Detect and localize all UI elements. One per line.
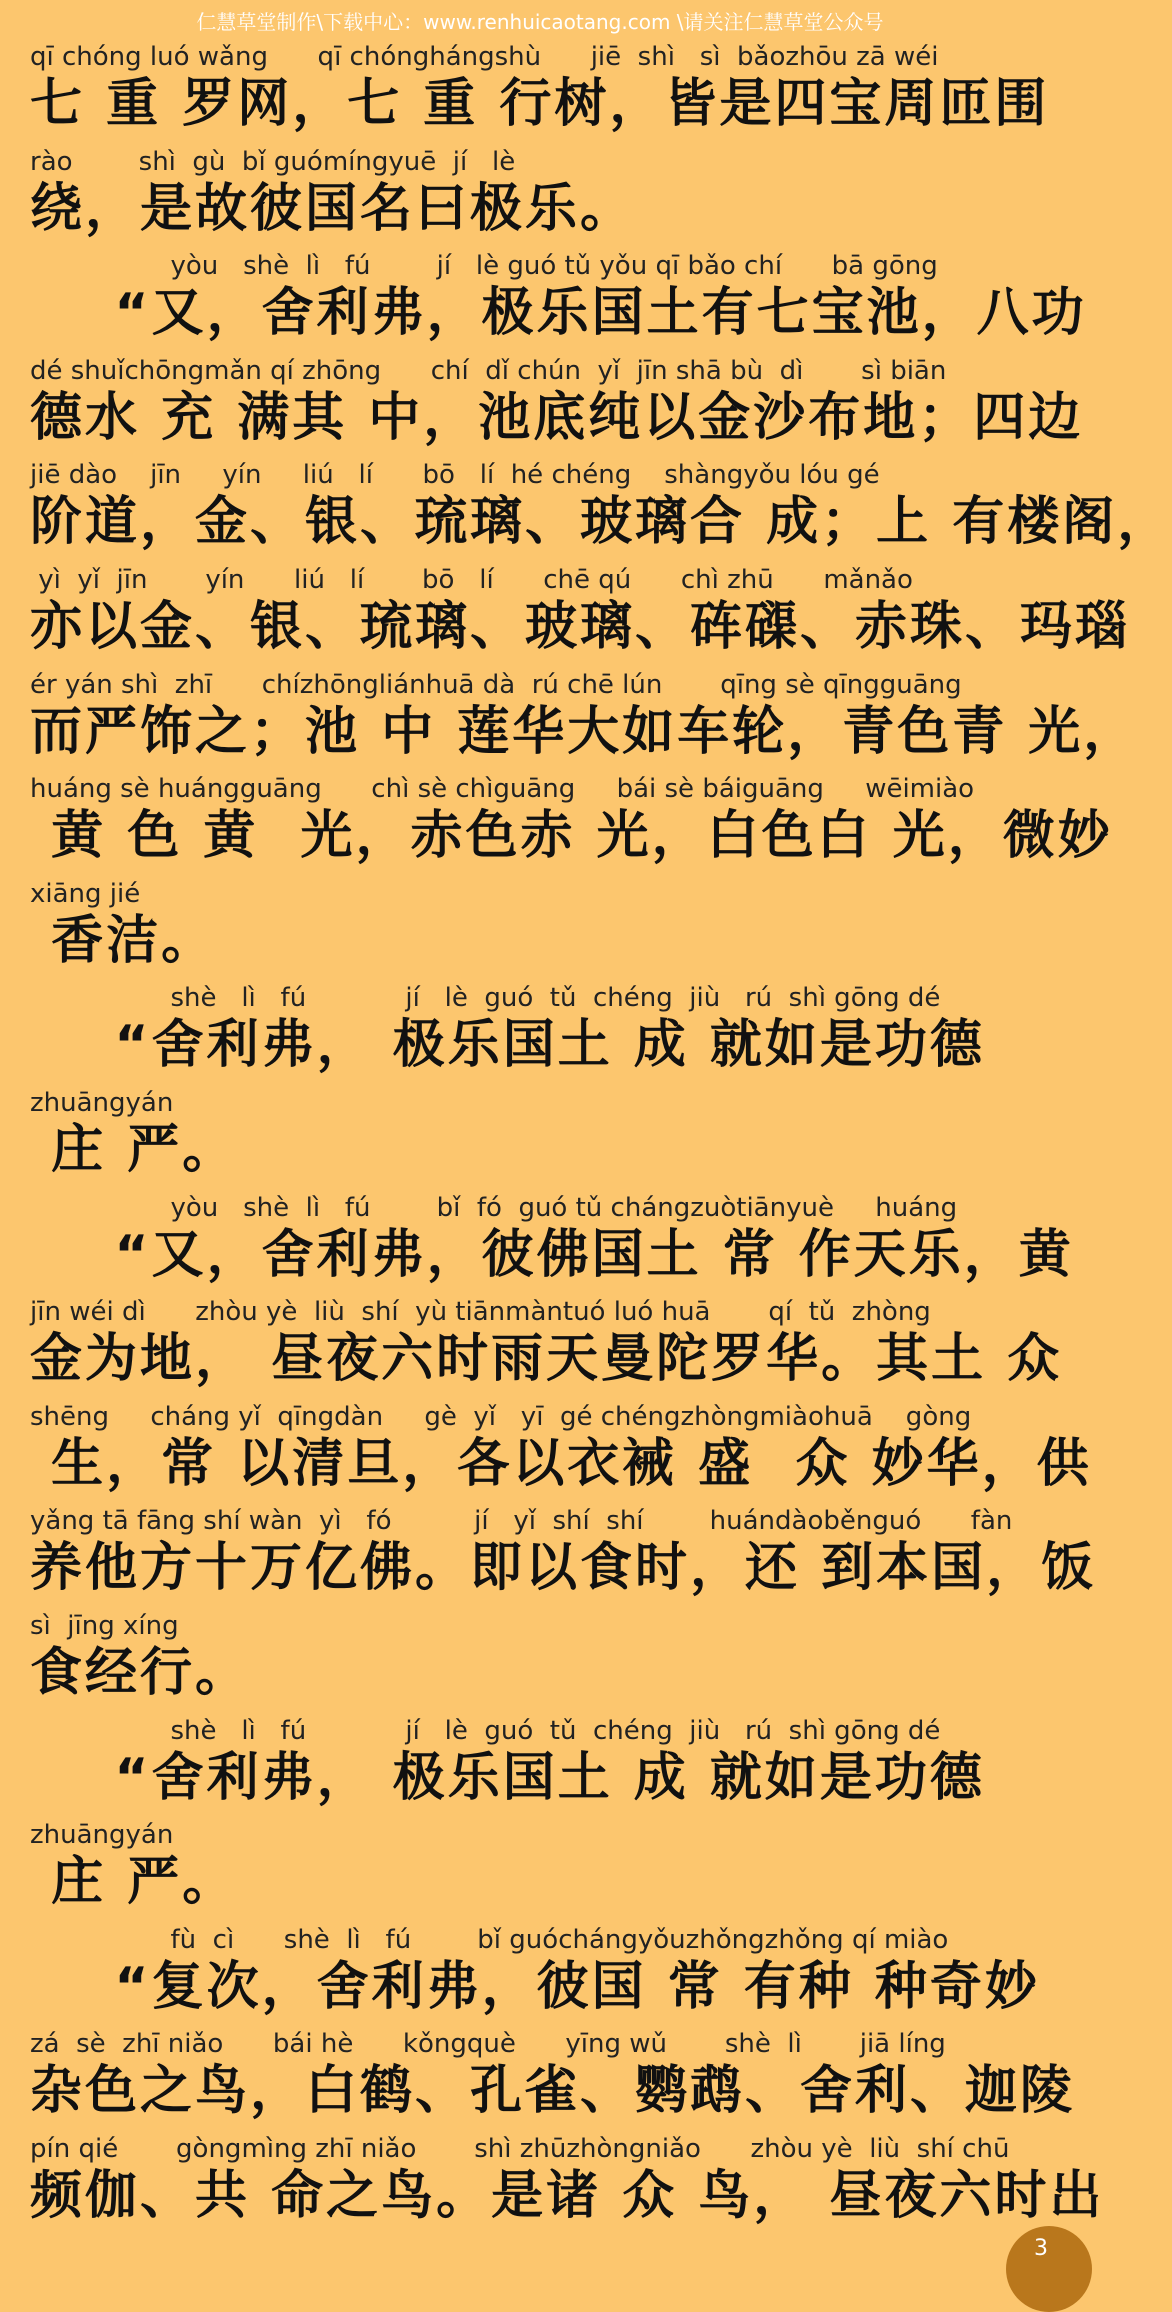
pinyin-line: fù cì shè lì fú bǐ guóchángyǒuzhǒngzhǒng qí miào xyxy=(30,1924,949,1955)
text-line xyxy=(0,1607,1080,1712)
hanzi-line: 亦以金、银、琉璃、玻璃、砗磲、赤珠、玛瑙 xyxy=(30,596,1131,657)
text-line xyxy=(0,1293,1080,1398)
text-line xyxy=(0,1816,1080,1921)
pinyin-line: pín qié gòngmìng zhī niǎo shì zhūzhòngniǎo zhòu yè liù shí chū xyxy=(30,2133,1010,2164)
pinyin-line: dé shuǐchōngmǎn qí zhōng chí dǐ chún yǐ jīn shā bù dì sì biān xyxy=(30,355,947,386)
hanzi-line: 杂色之鸟，白鹤、孔雀、鹦鹉、舍利、迦陵 xyxy=(30,2061,1076,2122)
hanzi-line: “复次，舍利弗，彼国 常 有种 种奇妙 xyxy=(30,1956,1040,2017)
hanzi-line: 七 重 罗网，七 重 行树，皆是四宝周匝围 xyxy=(30,74,1050,134)
pinyin-line: zá sè zhī niǎo bái hè kǒngquè yīng wǔ shè lì jiā líng xyxy=(30,2029,946,2060)
hanzi-line: “舍利弗， 极乐国土 成 就如是功德 xyxy=(30,1015,985,1076)
pinyin-line: jiē dào jīn yín liú lí bō lí hé chéng shàngyǒu lóu gé xyxy=(30,460,880,491)
pinyin-line: yǎng tā fāng shí wàn yì fó jí yǐ shí shí huándàoběnguó fàn xyxy=(30,1506,1013,1537)
sutra-text xyxy=(0,38,1172,2234)
pinyin-line: huáng sè huángguāng chì sè chìguāng bái sè báiguāng wēimiào xyxy=(30,774,975,805)
pinyin-line: shēng cháng yǐ qīngdàn gè yǐ yī gé chéngzhòngmiàohuā gòng xyxy=(30,1401,972,1432)
hanzi-line: 食经行。 xyxy=(30,1642,251,1703)
hanzi-line: “又，舍利弗，极乐国土有七宝池，八功 xyxy=(30,283,1087,344)
text-line xyxy=(0,1398,1092,1503)
pinyin-line: yòu shè lì fú jí lè guó tǔ yǒu qī bǎo chí bā gōng xyxy=(30,251,938,282)
header-watermark: 仁慧草堂制作\下载中心：www.renhuicaotang.com \请关注仁慧草堂公众号 xyxy=(196,10,884,34)
text-line xyxy=(0,1921,1080,2026)
hanzi-line: 黄 色 黄 光，赤色赤 光，白色白 光，微妙 xyxy=(30,806,1113,867)
text-line xyxy=(0,770,1113,875)
hanzi-line: 庄 严。 xyxy=(30,1119,238,1180)
pinyin-line: sì jīng xíng xyxy=(30,1610,179,1641)
hanzi-line: 金为地， 昼夜六时雨天曼陀罗华。其土 众 xyxy=(30,1329,1063,1390)
pinyin-line: rào shì gù bǐ guómíngyuē jí lè xyxy=(30,146,516,177)
pinyin-line: shè lì fú jí lè guó tǔ chéng jiù rú shì gōng dé xyxy=(30,983,941,1014)
hanzi-line: “又，舍利弗，彼佛国土 常 作天乐，黄 xyxy=(30,1224,1074,1285)
pinyin-line: qī chóng luó wǎng qī chónghángshù jiē shì sì bǎozhōu zā wéi xyxy=(30,42,939,72)
text-line xyxy=(0,1712,1080,1817)
text-line xyxy=(0,143,1080,248)
text-line xyxy=(0,247,1087,352)
pinyin-line: shè lì fú jí lè guó tǔ chéng jiù rú shì gōng dé xyxy=(30,1715,941,1746)
pinyin-line: yì yǐ jīn yín liú lí bō lí chē qú chì zhū mǎnǎo xyxy=(30,564,913,595)
text-line xyxy=(0,2025,1080,2130)
hanzi-line: 香洁。 xyxy=(30,910,217,971)
text-line xyxy=(0,38,1080,143)
text-line xyxy=(0,666,1139,771)
text-line xyxy=(0,875,1080,980)
hanzi-line: 而严饰之；池 中 莲华大如车轮，青色青 光， xyxy=(30,701,1139,762)
text-line xyxy=(0,1502,1097,1607)
text-line xyxy=(0,456,1172,561)
pinyin-line: zhuāngyán xyxy=(30,1087,174,1118)
pinyin-line: xiāng jié xyxy=(30,878,141,909)
hanzi-line: 阶道，金、银、琉璃、玻璃合 成；上 有楼阁， xyxy=(30,492,1172,553)
pinyin-line: yòu shè lì fú bǐ fó guó tǔ chángzuòtiānyuè huáng xyxy=(30,1192,958,1223)
page-number-badge xyxy=(1006,2226,1092,2312)
text-line xyxy=(0,2130,1105,2235)
hanzi-line: 绕，是故彼国名曰极乐。 xyxy=(30,178,636,239)
page-number: 3 xyxy=(1034,2236,1048,2261)
text-line xyxy=(0,561,1131,666)
hanzi-line: 养他方十万亿佛。即以食时，还 到本国，饭 xyxy=(30,1538,1097,1599)
text-line xyxy=(0,352,1084,457)
hanzi-line: 频伽、共 命之鸟。是诸 众 鸟， 昼夜六时出 xyxy=(30,2165,1105,2226)
hanzi-line: “舍利弗， 极乐国土 成 就如是功德 xyxy=(30,1747,985,1808)
pinyin-line: ér yán shì zhī chízhōngliánhuā dà rú chē lún qīng sè qīngguāng xyxy=(30,669,962,700)
pinyin-line: zhuāngyán xyxy=(30,1820,174,1851)
pinyin-line: jīn wéi dì zhòu yè liù shí yù tiānmàntuó luó huā qí tǔ zhòng xyxy=(30,1297,931,1328)
hanzi-line: 庄 严。 xyxy=(30,1852,238,1913)
hanzi-line: 生，常 以清旦，各以衣裓 盛 众 妙华，供 xyxy=(30,1433,1092,1494)
hanzi-line: 德水 充 满其 中，池底纯以金沙布地；四边 xyxy=(30,387,1084,448)
text-line xyxy=(0,979,1080,1084)
text-line xyxy=(0,1084,1080,1189)
text-line xyxy=(0,1189,1080,1294)
